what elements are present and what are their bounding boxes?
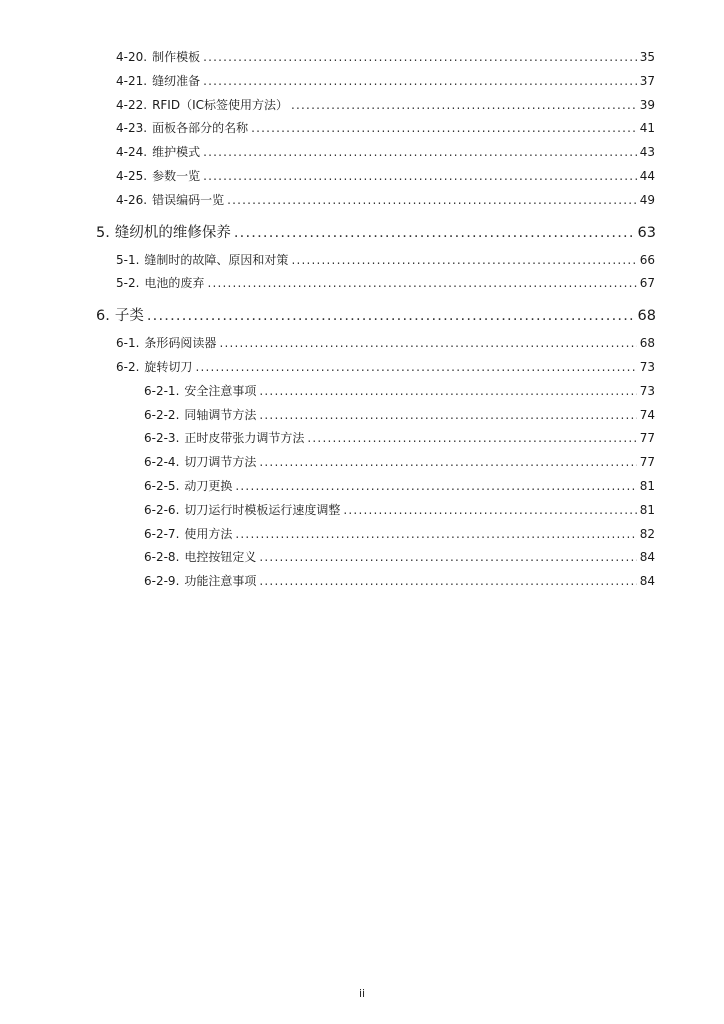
- toc-entry[interactable]: [0, 141, 724, 165]
- toc-entry-number: 6-2-7.: [144, 526, 180, 541]
- toc-entry-title: 缝纫机的维修保养: [114, 224, 231, 241]
- toc-entry-number: 6-1.: [116, 336, 140, 351]
- toc-entry-title: 维护模式: [152, 145, 201, 160]
- toc-entry-page: 77: [639, 431, 655, 446]
- toc-entry-number: 6-2-3.: [144, 431, 180, 446]
- toc-entry-number: 6.: [96, 308, 110, 325]
- toc-dot-leader: [227, 189, 637, 213]
- toc-entry-number: 5.: [96, 224, 110, 241]
- toc-dot-leader: [235, 523, 636, 547]
- toc-entry-page: 49: [639, 192, 655, 207]
- toc-entry-title: 错误编码一览: [152, 192, 225, 207]
- toc-entry-number: 6-2-2.: [144, 407, 180, 422]
- toc-entry[interactable]: [0, 427, 724, 451]
- toc-dot-leader: [234, 220, 635, 247]
- toc-chapter-entry[interactable]: [0, 303, 724, 330]
- toc-dot-leader: [307, 427, 636, 451]
- toc-entry[interactable]: [0, 272, 724, 296]
- toc-entry-number: 4-21.: [116, 73, 148, 88]
- toc-entry-title: 功能注意事项: [184, 574, 257, 589]
- toc-dot-leader: [203, 165, 637, 189]
- toc-entry-title: 动刀更换: [184, 478, 233, 493]
- toc-entry[interactable]: [0, 356, 724, 380]
- toc-entry-number: 5-1.: [116, 252, 140, 267]
- toc-entry-page: 74: [639, 407, 655, 422]
- toc-dot-leader: [203, 70, 637, 94]
- toc-entry-title: 安全注意事项: [184, 383, 257, 398]
- toc-entry-page: 84: [639, 574, 655, 589]
- toc-entry-number: 6-2-1.: [144, 383, 180, 398]
- table-of-contents: [0, 46, 724, 594]
- toc-entry[interactable]: [0, 380, 724, 404]
- toc-entry-page: 73: [639, 359, 655, 374]
- toc-entry-title: 子类: [114, 308, 144, 325]
- toc-dot-leader: [259, 451, 636, 475]
- toc-entry-number: 6-2-8.: [144, 550, 180, 565]
- toc-entry-number: 4-23.: [116, 121, 148, 136]
- toc-entry-number: 5-2.: [116, 276, 140, 291]
- toc-entry[interactable]: [0, 249, 724, 273]
- toc-entry[interactable]: [0, 332, 724, 356]
- toc-dot-leader: [343, 499, 636, 523]
- toc-entry-number: 4-22.: [116, 97, 148, 112]
- toc-entry-page: 43: [639, 145, 655, 160]
- toc-entry-page: 67: [639, 276, 655, 291]
- toc-entry[interactable]: [0, 189, 724, 213]
- toc-entry[interactable]: [0, 117, 724, 141]
- toc-entry-page: 35: [639, 50, 655, 64]
- toc-entry-title: 同轴调节方法: [184, 407, 257, 422]
- toc-entry-title: 面板各部分的名称: [152, 121, 249, 136]
- toc-dot-leader: [259, 546, 636, 570]
- toc-dot-leader: [251, 117, 637, 141]
- toc-dot-leader: [195, 356, 636, 380]
- toc-entry[interactable]: [0, 475, 724, 499]
- toc-entry-page: 66: [639, 252, 655, 267]
- toc-dot-leader: [147, 303, 635, 330]
- toc-entry-title: 切刀运行时模板运行速度调整: [184, 502, 341, 517]
- toc-entry-number: 4-20.: [116, 50, 148, 64]
- toc-dot-leader: [207, 272, 636, 296]
- toc-dot-leader: [203, 141, 637, 165]
- toc-entry[interactable]: [0, 165, 724, 189]
- toc-entry-page: 37: [639, 73, 655, 88]
- toc-entry-page: 68: [639, 336, 655, 351]
- toc-entry-title: 缝制时的故障、原因和对策: [144, 252, 289, 267]
- toc-entry[interactable]: [0, 70, 724, 94]
- toc-entry-title: 参数一览: [152, 168, 201, 183]
- toc-entry[interactable]: [0, 499, 724, 523]
- toc-dot-leader: [259, 404, 636, 428]
- toc-entry-page: 84: [639, 550, 655, 565]
- toc-entry-title: 正时皮带张力调节方法: [184, 431, 305, 446]
- toc-entry-page: 39: [639, 97, 655, 112]
- toc-entry-number: 4-24.: [116, 145, 148, 160]
- toc-entry-number: 6-2-9.: [144, 574, 180, 589]
- toc-entry-number: 4-25.: [116, 168, 148, 183]
- toc-entry-page: 82: [639, 526, 655, 541]
- toc-entry-title: 电池的废弃: [144, 276, 205, 291]
- toc-entry-number: 6-2-5.: [144, 478, 180, 493]
- toc-entry-title: 切刀调节方法: [184, 455, 257, 470]
- toc-entry-title: 使用方法: [184, 526, 233, 541]
- toc-entry[interactable]: [0, 46, 724, 70]
- toc-chapter-entry[interactable]: [0, 220, 724, 247]
- toc-entry-title: RFID（IC标签使用方法）: [152, 97, 289, 112]
- page-footer-number: ii: [358, 987, 366, 1000]
- toc-entry-number: 6-2-4.: [144, 455, 180, 470]
- toc-entry-page: 81: [639, 478, 655, 493]
- toc-entry-title: 条形码阅读器: [144, 336, 217, 351]
- toc-entry-number: 6-2.: [116, 359, 140, 374]
- toc-entry[interactable]: [0, 94, 724, 118]
- toc-entry-page: 44: [639, 168, 655, 183]
- toc-entry-title: 缝纫准备: [152, 73, 201, 88]
- toc-entry-page: 81: [639, 502, 655, 517]
- toc-entry-number: 6-2-6.: [144, 502, 180, 517]
- toc-dot-leader: [291, 94, 637, 118]
- toc-entry-page: 63: [637, 224, 656, 241]
- toc-dot-leader: [259, 570, 636, 594]
- toc-entry-page: 68: [637, 308, 656, 325]
- toc-dot-leader: [203, 46, 637, 70]
- toc-dot-leader: [259, 380, 636, 404]
- toc-entry[interactable]: [0, 404, 724, 428]
- toc-entry[interactable]: [0, 451, 724, 475]
- toc-entry-page: 41: [639, 121, 655, 136]
- toc-entry-page: 73: [639, 383, 655, 398]
- toc-dot-leader: [291, 249, 636, 273]
- toc-entry-title: 旋转切刀: [144, 359, 193, 374]
- toc-dot-leader: [235, 475, 636, 499]
- toc-entry-title: 制作模板: [152, 50, 201, 64]
- toc-entry-number: 4-26.: [116, 192, 148, 207]
- toc-entry-title: 电控按钮定义: [184, 550, 257, 565]
- toc-entry[interactable]: [0, 523, 724, 547]
- toc-entry[interactable]: [0, 546, 724, 570]
- toc-entry[interactable]: [0, 570, 724, 594]
- toc-dot-leader: [219, 332, 636, 356]
- toc-entry-page: 77: [639, 455, 655, 470]
